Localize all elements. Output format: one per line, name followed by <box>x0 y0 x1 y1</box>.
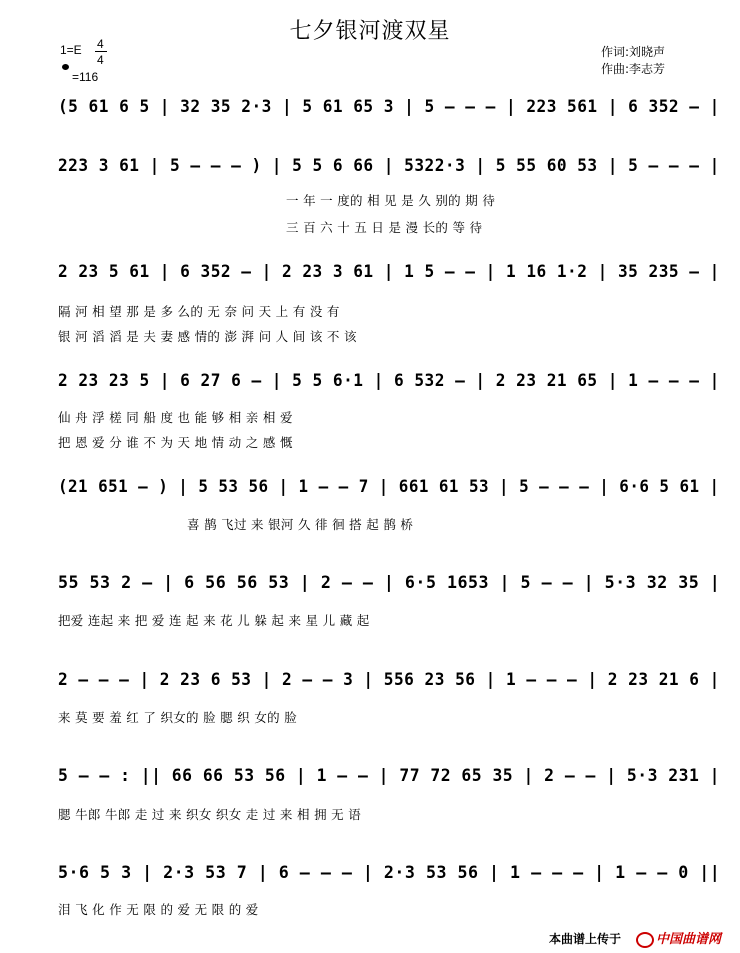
lyric-line: 三 百 六 十 五 日 是 漫 长的 等 待 <box>286 220 483 235</box>
time-signature-top: 4 <box>97 37 104 51</box>
lyric-line: 喜 鹊 飞过 来 银河 久 徘 徊 搭 起 鹊 桥 <box>187 517 414 532</box>
time-signature-line <box>95 51 107 52</box>
upload-note: 本曲谱上传于 <box>549 932 622 946</box>
composer-credit: 作曲:李志芳 <box>601 62 666 76</box>
lyric-line: 腮 牛郎 牛郎 走 过 来 织女 织女 走 过 来 相 拥 无 语 <box>58 807 362 822</box>
lyric-line: 把爱 连起 来 把 爱 连 起 来 花 儿 躲 起 来 星 儿 藏 起 <box>58 613 370 628</box>
site-logo[interactable] <box>636 928 721 948</box>
lyric-line: 仙 舟 浮 槎 同 船 度 也 能 够 相 亲 相 爱 <box>58 410 293 425</box>
site-logo-text: 中国曲谱网 <box>656 932 722 947</box>
notation-row: 2 23 23 5 | 6 27 6 — | 5 5 6·1 | 6 532 — | 2 23 21 65 | 1 — — — | <box>58 371 720 391</box>
notation-row: (5 61 6 5 | 32 35 2·3 | 5 61 65 3 | 5 — — — | 223 561 | 6 352 — | <box>58 97 720 117</box>
lyric-line: 银 河 滔 滔 是 夫 妻 感 情的 澎 湃 问 人 间 该 不 该 <box>58 329 357 344</box>
site-logo-icon <box>636 932 654 948</box>
song-title: 七夕银河渡双星 <box>289 19 451 44</box>
time-signature-bottom: 4 <box>97 53 104 67</box>
notation-row: (21 651 — ) | 5 53 56 | 1 — — 7 | 661 61 53 | 5 — — — | 6·6 5 61 | <box>58 477 720 497</box>
notation-row: 2 23 5 61 | 6 352 — | 2 23 3 61 | 1 5 — — | 1 16 1·2 | 35 235 — | <box>58 262 720 282</box>
notation-row: 5 — — : || 66 66 53 56 | 1 — — | 77 72 65 35 | 2 — — | 5·3 231 | <box>58 766 721 786</box>
notation-row: 2 — — — | 2 23 6 53 | 2 — — 3 | 556 23 56 | 1 — — — | 2 23 21 6 | <box>58 670 720 690</box>
quarter-note-icon <box>62 64 69 70</box>
lyricist-credit: 作词:刘晓声 <box>601 45 666 59</box>
notation-row: 55 53 2 — | 6 56 56 53 | 2 — — | 6·5 1653 | 5 — — | 5·3 32 35 | <box>58 573 721 593</box>
notation-row: 223 3 61 | 5 — — — ) | 5 5 6 66 | 5322·3 | 5 55 60 53 | 5 — — — | <box>58 156 720 176</box>
tempo-marking: =116 <box>72 70 99 84</box>
lyric-line: 一 年 一 度的 相 见 是 久 别的 期 待 <box>286 193 496 208</box>
key-signature: 1=E <box>60 43 82 57</box>
lyric-line: 隔 河 相 望 那 是 多 么的 无 奈 问 天 上 有 没 有 <box>58 304 340 319</box>
lyric-line: 把 恩 爱 分 谁 不 为 天 地 情 动 之 感 慨 <box>58 435 293 450</box>
notation-row: 5·6 5 3 | 2·3 53 7 | 6 — — — | 2·3 53 56 | 1 — — — | 1 — — 0 || <box>58 863 721 883</box>
lyric-line: 泪 飞 化 作 无 限 的 爱 无 限 的 爱 <box>58 902 259 917</box>
lyric-line: 来 莫 要 羞 红 了 织女的 脸 腮 织 女的 脸 <box>58 710 298 725</box>
